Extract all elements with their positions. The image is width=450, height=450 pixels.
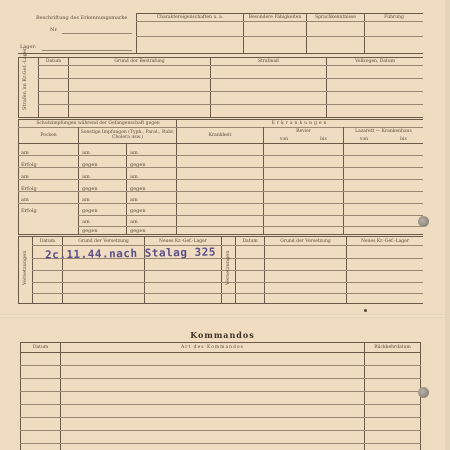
vers-side-label-left: Versetzungen: [22, 250, 28, 285]
strafen-row-rule: [38, 91, 423, 92]
paper-edge: [445, 0, 450, 450]
col-krankheit: Krankheit: [208, 133, 232, 138]
strafen-row-rule: [38, 78, 423, 79]
row-label: am: [21, 174, 29, 180]
health-row-rule: [18, 203, 423, 204]
header-fuehrung: Führung: [384, 15, 404, 20]
lager-label: Lager:: [20, 44, 37, 50]
vers-row-rule: [32, 293, 423, 294]
row-label: gegen: [82, 186, 98, 192]
strafen-bottom-rule: [18, 117, 423, 118]
strafen-vline: [68, 57, 69, 117]
health-bottom-rule: [18, 234, 423, 235]
row-label: gegen: [130, 228, 146, 234]
health-row-rule: [78, 226, 423, 227]
komm-row-rule: [20, 443, 421, 444]
nr-label: Nr.: [50, 27, 58, 33]
row-label: am: [21, 197, 29, 203]
row-label: am: [130, 174, 138, 180]
komm-header-rueckkehr: Rückkehrdatum: [374, 345, 411, 350]
vers-left: [18, 236, 19, 303]
punch-hole: [418, 216, 429, 227]
lager-underline: [42, 50, 132, 51]
row-label: gegen: [130, 186, 146, 192]
col-lazarett: Lazarett — Krankenhaus: [355, 129, 412, 134]
revier-von: von: [279, 137, 289, 142]
commando-label: Beschriftung des Erkennungsmarke: [36, 15, 128, 21]
header-sprachen: Sprachkenntnisse: [315, 15, 356, 20]
header-charakter: Charaktereigenschaften u. a.: [156, 15, 224, 20]
vers-header-datum: Datum: [39, 239, 56, 244]
komm-row-rule: [20, 404, 421, 405]
row-label: Erfolg: [21, 162, 37, 168]
top-rule: [136, 13, 423, 14]
row-label: am: [82, 219, 90, 225]
strafen-header-rule: [38, 65, 423, 66]
strafen-vline: [38, 57, 39, 117]
top-bottom-rule: [18, 53, 423, 54]
strafen-header-grund: Grund der Bestrafung: [114, 59, 165, 64]
komm-left: [20, 342, 21, 450]
row-label: gegen: [130, 208, 146, 214]
lazarett-von: von: [359, 137, 369, 142]
schutz-header: Schutzimpfungen während der Gefangenschaft gegen: [36, 121, 160, 126]
vers-header-datum-2: Datum: [242, 239, 258, 244]
vers-bottom-rule: [18, 303, 423, 304]
health-row-rule: [78, 215, 423, 216]
komm-header-rule: [20, 352, 421, 353]
row-label: am: [130, 150, 138, 156]
health-vline: [126, 143, 127, 234]
komm-row-rule: [20, 417, 421, 418]
komm-row-rule: [20, 378, 421, 379]
ink-dot: [364, 309, 367, 312]
health-header-bottom: [18, 143, 423, 144]
strafen-header-datum: Datum: [45, 59, 62, 64]
row-label: gegen: [130, 162, 146, 168]
erkrankungen-header: Erkrankungen: [271, 121, 329, 126]
health-top-rule: [18, 119, 423, 120]
komm-row-rule: [20, 430, 421, 431]
strafen-header-strafmass: Strafmaß: [257, 59, 280, 64]
top-header-rule: [136, 21, 423, 22]
vers-header-lager: Neues Kr.-Gef.-Lager: [159, 239, 207, 244]
header-faehigkeiten: Besondere Fähigkeiten: [248, 15, 302, 20]
col-sonstige: Sonstige Impfungen (Typh., Parat., Ruhr, Cholera usw.): [80, 130, 175, 140]
komm-header-datum: Datum: [32, 345, 49, 350]
transfer-stamp: 2c.11.44.nach Stalag 325: [44, 245, 217, 262]
komm-header-art: Art des Kommandos: [181, 345, 244, 350]
komm-vline: [364, 342, 365, 450]
strafen-vline: [326, 57, 327, 117]
row-label: am: [130, 219, 138, 225]
strafen-top-rule: [18, 57, 423, 58]
col-pocken: Pocken: [40, 133, 57, 138]
komm-top-rule: [20, 342, 421, 343]
top-vline: [136, 13, 137, 53]
strafen-side-label: Strafen im Kr.Gef.-Lager: [22, 47, 28, 110]
vers-header-lager-2: Neues Kr.-Gef.-Lager: [361, 239, 409, 244]
top-mid-rule: [136, 36, 423, 37]
strafen-header-vollzogen: Vollzogen, Datum: [354, 59, 396, 64]
komm-row-rule: [20, 365, 421, 366]
health-row-rule: [18, 167, 423, 168]
nr-underline: [62, 33, 132, 34]
komm-vline: [60, 342, 61, 450]
strafen-row-rule: [38, 104, 423, 105]
row-label: gegen: [82, 208, 98, 214]
health-row-rule: [18, 179, 423, 180]
kommandos-title: Kommandos: [190, 330, 255, 340]
row-label: am: [130, 197, 138, 203]
health-row-rule: [18, 155, 423, 156]
punch-hole: [418, 387, 429, 398]
paper-fold: [0, 314, 450, 318]
row-label: am: [82, 174, 90, 180]
row-label: am: [21, 150, 29, 156]
strafen-vline: [210, 57, 211, 117]
health-row-rule: [18, 191, 423, 192]
strafen-left: [18, 57, 19, 117]
vers-header-grund: Grund der Versetzung: [78, 239, 129, 244]
revier-bis: bis: [320, 137, 327, 142]
row-label: Erfolg: [21, 208, 37, 214]
row-label: gegen: [82, 162, 98, 168]
vers-header-grund-2: Grund der Versetzung: [280, 239, 331, 244]
vers-header-rule: [32, 245, 423, 246]
row-label: Erfolg: [21, 186, 37, 192]
komm-row-rule: [20, 391, 421, 392]
row-label: am: [82, 150, 90, 156]
vers-side-label-right: Versetzungen: [225, 250, 231, 285]
col-revier: Revier: [296, 129, 311, 134]
lazarett-bis: bis: [400, 137, 407, 142]
row-label: am: [82, 197, 90, 203]
row-label: gegen: [82, 228, 98, 234]
